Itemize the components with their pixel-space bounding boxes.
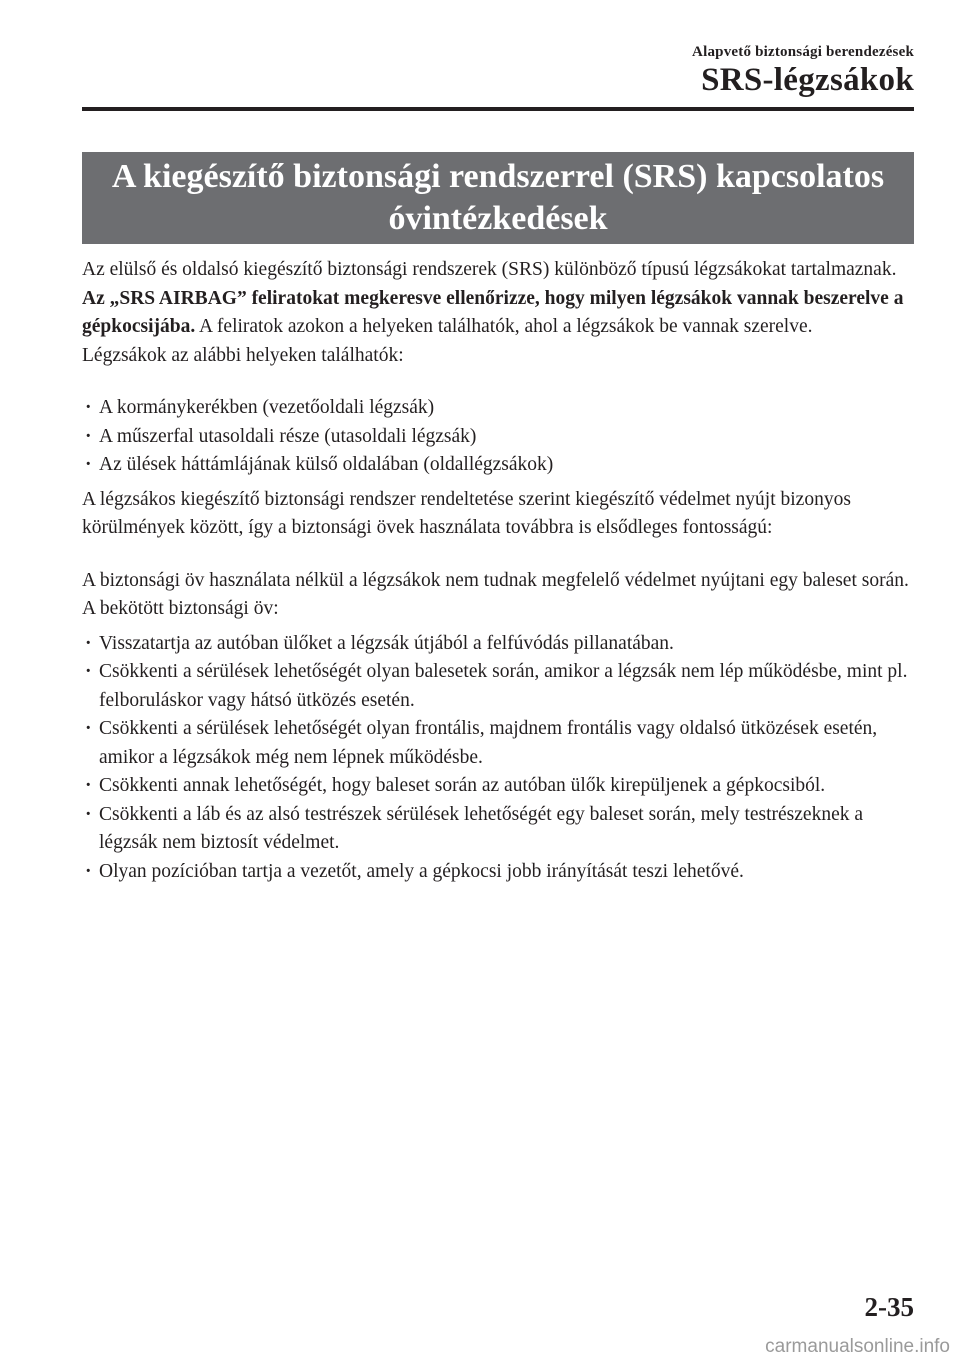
- airbag-locations-list: [82, 394, 914, 480]
- list-item: · Visszatartja az autóban ülőket a légzsák útjából a felfúvódás pillanatában.: [82, 630, 914, 659]
- list-item: · Csökkenti a sérülések lehetőségét olyan balesetek során, amikor a légzsák nem lép működésbe, mint pl. felboruláskor vagy hátsó ütközés esetén.: [82, 658, 914, 715]
- list-item: · Olyan pozícióban tartja a vezetőt, amely a gépkocsi jobb irányítását teszi lehetővé.: [82, 858, 914, 887]
- list-item: · Az ülések háttámlájának külső oldalában (oldallégzsákok): [82, 451, 914, 480]
- section-banner: [82, 152, 914, 244]
- supplementary-paragraph: A légzsákos kiegészítő biztonsági rendszer rendeltetése szerint kiegészítő védelmet nyújt bizonyos körülmények között, így a biztonsági övek használata továbbra is elsődleges fontosságú:: [82, 488, 851, 538]
- watermark: carmanualsonline.info: [765, 1336, 950, 1357]
- banner-line-1: A kiegészítő biztonsági rendszerrel (SRS) kapcsolatos: [111, 158, 885, 195]
- locations-lead: Légzsákok az alábbi helyeken találhatók:: [82, 344, 404, 366]
- list-item: · Csökkenti annak lehetőségét, hogy baleset során az autóban ülők kirepüljenek a gépkocsiból.: [82, 772, 914, 801]
- seatbelt-paragraph: A biztonsági öv használata nélkül a légzsákok nem tudnak megfelelő védelmet nyújtani egy baleset során. A bekötött biztonsági öv:: [82, 569, 909, 619]
- seatbelt-benefits-list: [82, 630, 914, 887]
- list-item: · Csökkenti a láb és az alsó testrészek sérülések lehetőségét egy baleset során, mely testrészeknek a légzsák nem biztosít védelmet.: [82, 801, 914, 858]
- header-divider: [82, 107, 914, 111]
- section-header: Alapvető biztonsági berendezések: [692, 44, 914, 60]
- main-content: [82, 256, 914, 886]
- list-item: · Csökkenti a sérülések lehetőségét olyan frontális, majdnem frontális vagy oldalsó ütközések esetén, amikor a légzsákok még nem lépnek működésbe.: [82, 715, 914, 772]
- intro-text-end: A feliratok azokon a helyeken találhatók, ahol a légzsákok be vannak szerelve.: [195, 316, 813, 337]
- list-item: · A kormánykerékben (vezetőoldali légzsák): [82, 394, 914, 423]
- intro-paragraph: [82, 256, 914, 342]
- banner-line-2: óvintézkedések: [388, 200, 608, 237]
- list-item: · A műszerfal utasoldali része (utasoldali légzsák): [82, 423, 914, 452]
- intro-text-start: Az elülső és oldalsó kiegészítő biztonsági rendszerek (SRS) különböző típusú légzsákokat tartalmaznak.: [82, 259, 897, 280]
- intro-bold-text: Az „SRS AIRBAG” feliratokat megkeresve ellenőrizze, hogy milyen légzsákok vannak beszerelve a gépkocsijába.: [82, 287, 904, 337]
- chapter-title: SRS-légzsákok: [701, 62, 914, 98]
- page-number: 2-35: [864, 1292, 914, 1322]
